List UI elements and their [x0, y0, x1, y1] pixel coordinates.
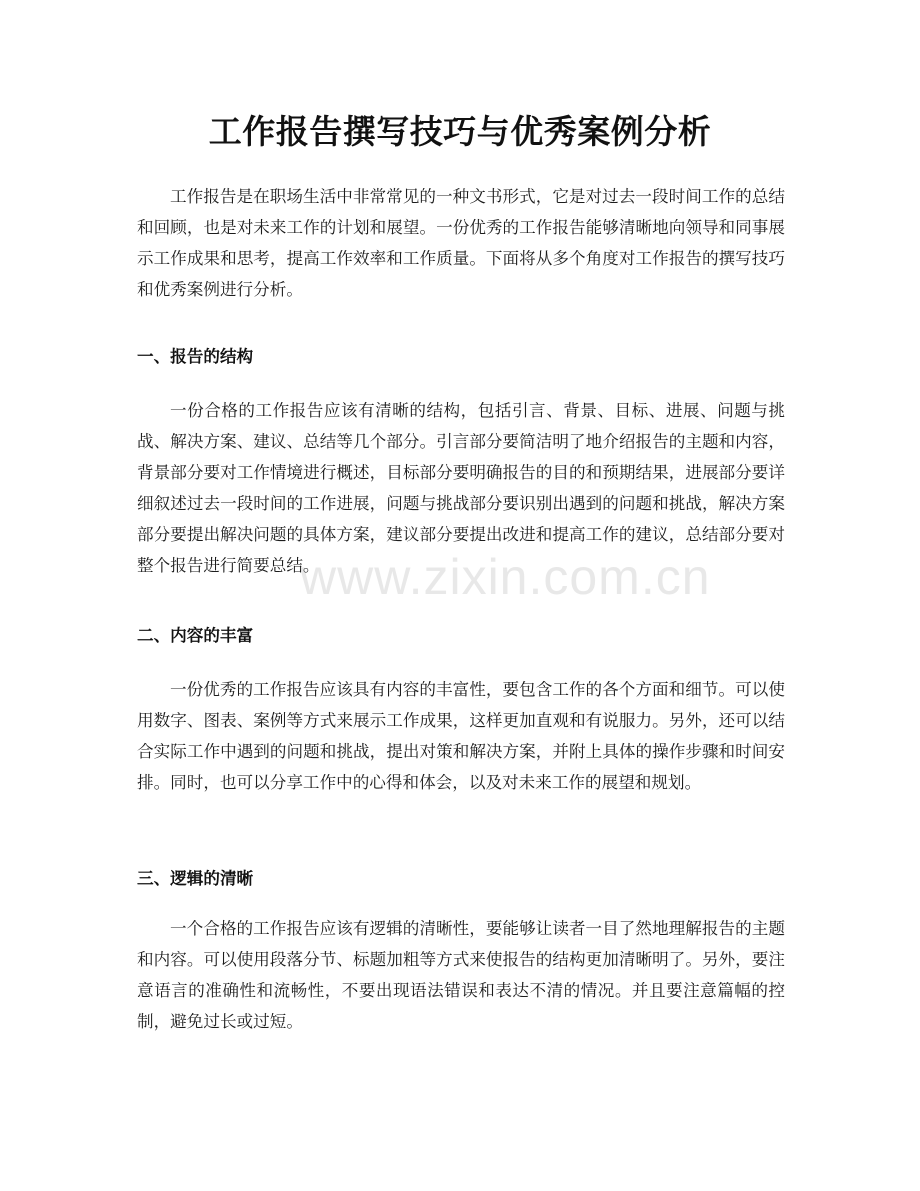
section-body-structure: 一份合格的工作报告应该有清晰的结构，包括引言、背景、目标、进展、问题与挑战、解决方案、建议、总结等几个部分。引言部分要简洁明了地介绍报告的主题和内容，背景部分要对工作情境进行概述，目标部分要明确报告的目的和预期结果，进展部分要详细叙述过去一段时间的工作进展，问题与挑战部分要识别出遇到的问题和挑战，解决方案部分要提出解决问题的具体方案，建议部分要提出改进和提高工作的建议，总结部分要对整个报告进行简要总结。: [137, 401, 785, 575]
intro-paragraph: 工作报告是在职场生活中非常常见的一种文书形式，它是对过去一段时间工作的总结和回顾，也是对未来工作的计划和展望。一份优秀的工作报告能够清晰地向领导和同事展示工作成果和思考，提高工作效率和工作质量。下面将从多个角度对工作报告的撰写技巧和优秀案例进行分析。: [137, 187, 785, 299]
section-body-content: 一份优秀的工作报告应该具有内容的丰富性，要包含工作的各个方面和细节。可以使用数字、图表、案例等方式来展示工作成果，这样更加直观和有说服力。另外，还可以结合实际工作中遇到的问题和挑战，提出对策和解决方案，并附上具体的操作步骤和时间安排。同时，也可以分享工作中的心得和体会，以及对未来工作的展望和规划。: [137, 680, 785, 792]
section-heading-content: 二、内容的丰富: [137, 626, 254, 645]
section-heading-structure: 一、报告的结构: [137, 347, 254, 366]
section-body-logic: 一个合格的工作报告应该有逻辑的清晰性，要能够让读者一目了然地理解报告的主题和内容。可以使用段落分节、标题加粗等方式来使报告的结构更加清晰明了。另外，要注意语言的准确性和流畅性，不要出现语法错误和表达不清的情况。并且要注意篇幅的控制，避免过长或过短。: [137, 919, 785, 1031]
watermark-text: www.zixin.com.cn: [300, 549, 711, 605]
document-title: 工作报告撰写技巧与优秀案例分析: [208, 112, 712, 151]
section-heading-logic: 三、逻辑的清晰: [137, 869, 254, 888]
